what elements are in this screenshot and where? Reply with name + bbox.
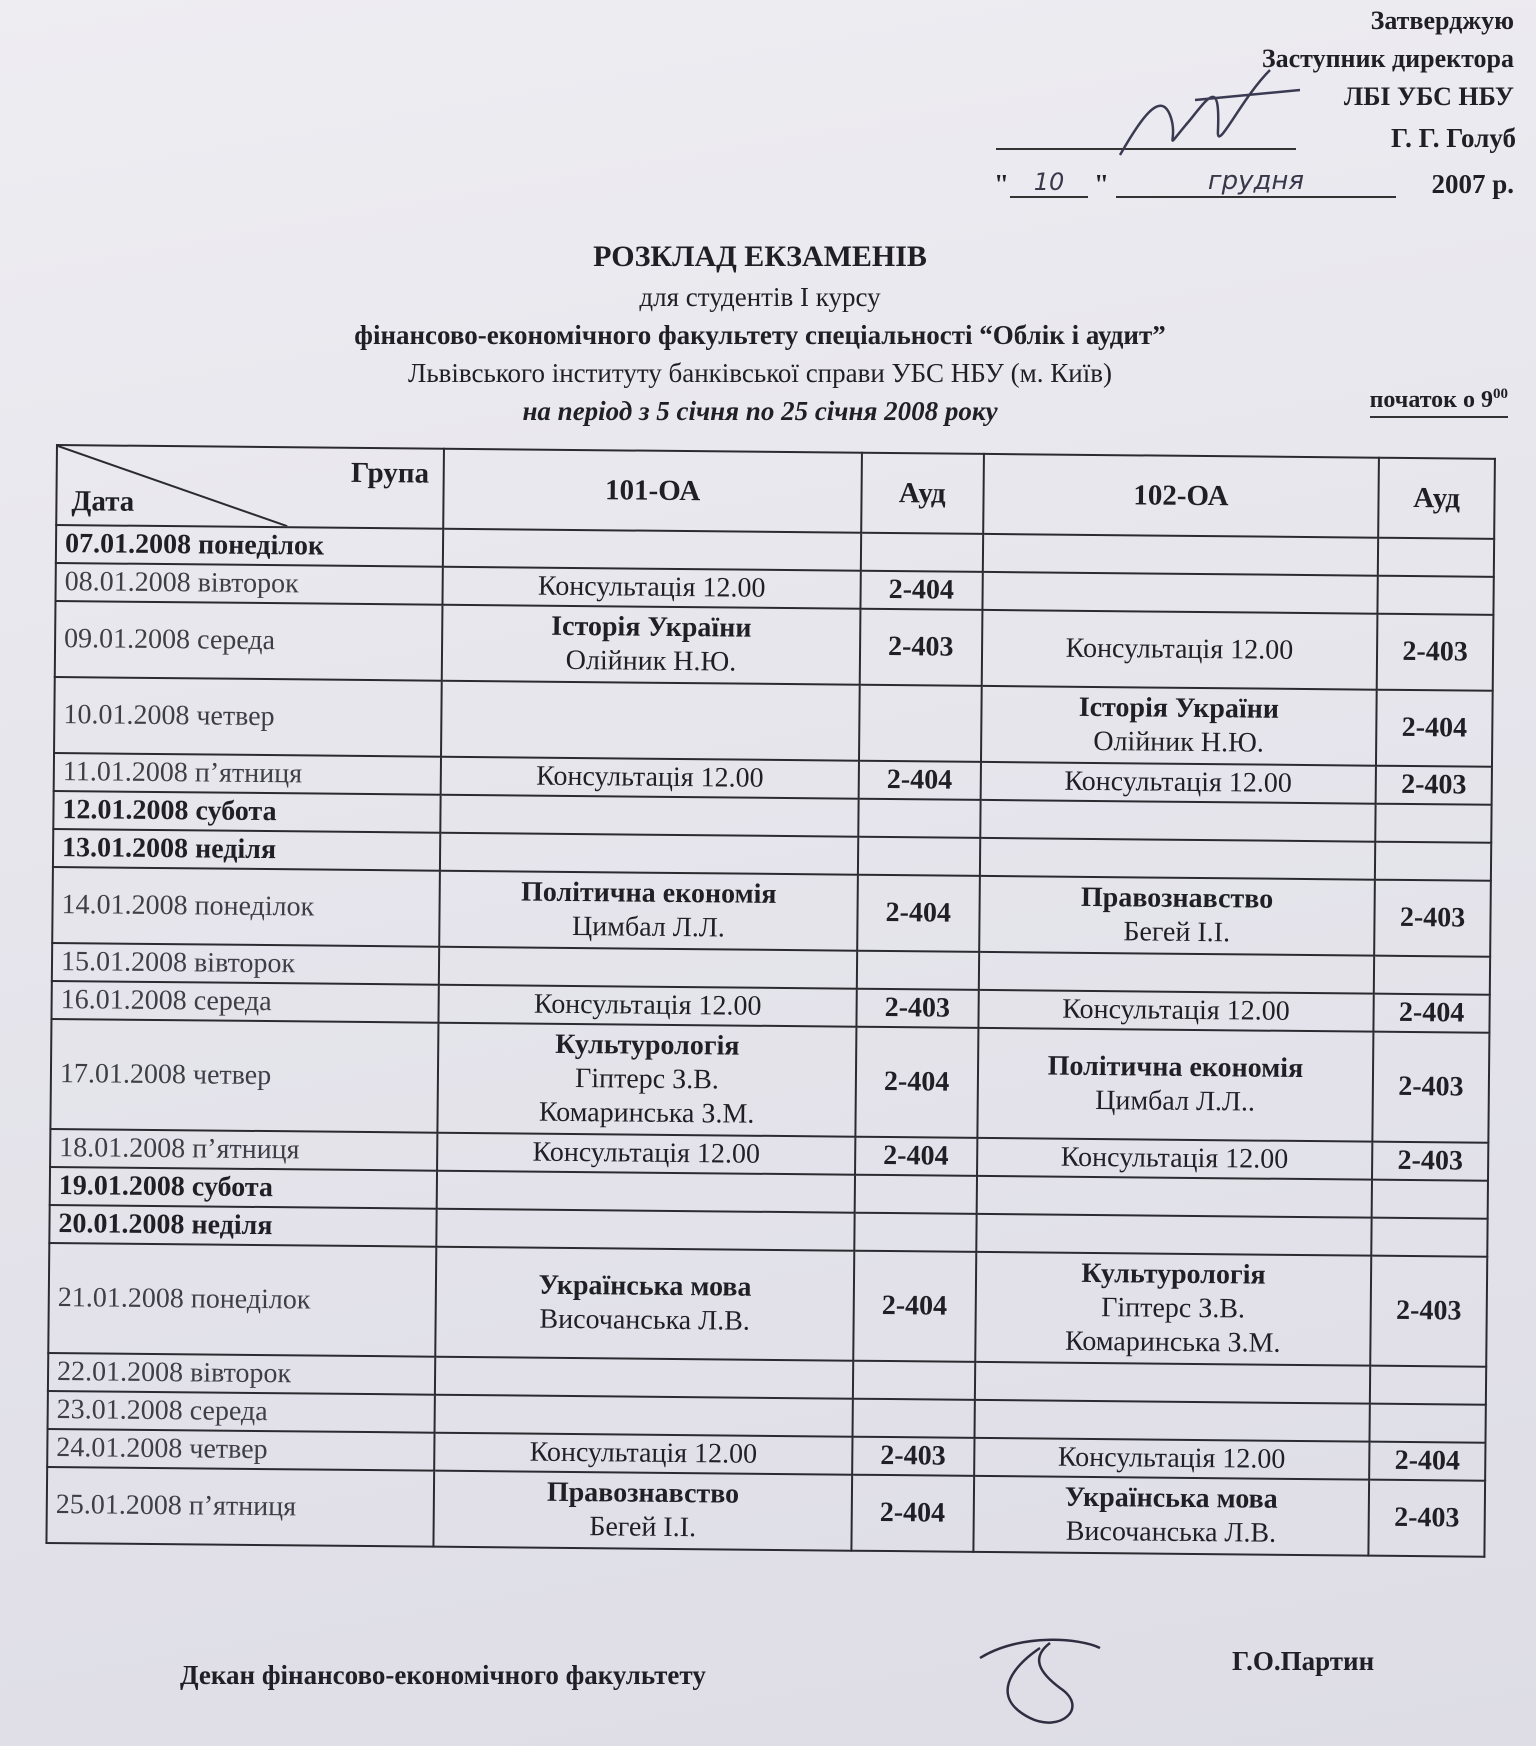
auditorium-101: 2-404 [855,1137,977,1176]
group-102-cell [974,1400,1370,1442]
group-102-cell [977,1028,1374,1142]
auditorium-101: 2-403 [856,989,978,1028]
dean-signature-icon [970,1628,1120,1738]
cell-text [989,819,1366,823]
approval-signature-icon [1100,60,1320,170]
exam-subject: Історія України [551,610,752,644]
row-date: 19.01.2008 субота [50,1167,438,1209]
auditorium-101: 2-403 [860,609,983,686]
approval-line-3: ЛБІ УБС НБУ [1343,82,1514,111]
cell-text: Цимбал Л.Л.. [1095,1085,1256,1118]
group-101-cell [441,795,859,837]
cell-text: Олійник Н.Ю. [565,644,737,678]
row-date: 08.01.2008 вівторок [55,563,443,605]
group-101-cell [439,947,857,989]
table-body [46,525,1494,1557]
cell-text: Височанська Л.В. [1065,1515,1277,1549]
cell-text: Консультація 12.00 [1062,993,1290,1027]
row-date: 17.01.2008 четвер [50,1019,438,1133]
exam-subject: Правознавство [546,1476,740,1510]
auditorium-101 [861,533,983,572]
group-101-cell [438,1023,856,1137]
heading-line-5: на період з 5 січня по 25 січня 2008 року [522,396,998,426]
auditorium-102 [1375,804,1491,843]
cell-text [984,1381,1361,1385]
group-101-cell [443,567,861,609]
cell-text: Гіптерс З.В. [1101,1292,1246,1325]
group-102-cell [978,990,1374,1032]
cell-text [444,1414,843,1418]
exam-subject: Правознавство [1080,881,1274,915]
auditorium-102: 2-404 [1374,994,1490,1033]
header-group-101: 101-ОА [444,449,862,533]
approval-line-2: Заступник директора [1261,44,1514,73]
auditorium-102 [1370,1366,1486,1405]
auditorium-101: 2-404 [851,1475,974,1552]
group-101-cell [439,985,857,1027]
cell-text [991,591,1368,595]
approval-date-row: " 10 " грудня 2007 р. [994,166,1514,199]
auditorium-102: 2-403 [1372,1032,1489,1143]
auditorium-102 [1372,1180,1488,1219]
group-102-cell [980,838,1376,880]
group-101-cell [441,757,859,799]
cell-text: Консультація 12.00 [1064,765,1293,799]
group-101-cell [442,605,860,685]
auditorium-102: 2-403 [1376,766,1492,805]
auditorium-102: 2-403 [1369,1480,1486,1557]
auditorium-102: 2-403 [1372,1142,1488,1181]
group-102-cell [979,876,1375,956]
auditorium-102 [1371,1218,1487,1257]
group-102-cell [982,534,1378,576]
group-102-cell [973,1476,1369,1556]
cell-text: Консультація 12.00 [537,570,766,604]
footer-name: Г.О.Партин [1232,1646,1375,1676]
exam-subject: Політична економія [520,876,777,910]
group-102-cell [974,1438,1370,1480]
auditorium-101 [854,1213,976,1252]
cell-text: Консультація 12.00 [529,1436,758,1470]
cell-text [983,1419,1360,1423]
group-101-cell [440,833,858,875]
auditorium-101 [853,1361,975,1400]
table-row [50,1019,1489,1143]
exam-subject: Українська мова [538,1269,752,1303]
footer-title: Декан фінансово-економічного факультету [180,1660,706,1690]
group-102-cell [974,1362,1370,1404]
cell-text [446,1228,845,1232]
row-date: 22.01.2008 вівторок [48,1353,436,1395]
exam-subject: Політична економія [1047,1050,1304,1084]
group-102-cell [976,1214,1372,1256]
cell-text [992,553,1369,557]
auditorium-101: 2-404 [860,571,982,610]
exam-subject: Культурологія [1081,1257,1266,1291]
row-date: 20.01.2008 неділя [49,1205,437,1247]
table-row [48,1243,1487,1367]
row-date: 07.01.2008 понеділок [56,525,444,567]
header-aud-1: Ауд [861,453,984,534]
auditorium-102 [1375,842,1491,881]
auditorium-102 [1370,1404,1486,1443]
table-row [55,601,1494,691]
start-time: початок о $9^{00}$ [1370,386,1508,418]
auditorium-101 [859,685,982,762]
group-102-cell [980,762,1376,804]
auditorium-101: 2-404 [857,875,980,952]
group-101-cell [434,1471,852,1551]
group-102-cell [977,1138,1373,1180]
auditorium-102: 2-404 [1369,1442,1485,1481]
heading-line-3: фінансово-економічного факультету спеціальності “Облік і аудит” [354,320,1166,350]
row-date: 12.01.2008 субота [53,791,441,833]
group-102-cell [982,572,1378,614]
group-102-cell [980,800,1376,842]
table-row [52,867,1491,957]
auditorium-102 [1378,538,1494,577]
header-corner-cell [56,445,444,529]
row-date: 23.01.2008 середа [48,1391,436,1433]
cell-extra-text: Комаринська З.М. [538,1096,755,1130]
auditorium-101 [858,799,980,838]
cell-text: Консультація 12.00 [532,1136,761,1170]
row-date: 15.01.2008 вівторок [52,943,440,985]
group-102-cell [981,686,1377,766]
cell-text: Олійник Н.Ю. [1093,725,1264,759]
group-102-cell [975,1252,1372,1366]
group-102-cell [976,1176,1372,1218]
cell-text: Височанська Л.В. [539,1303,750,1337]
cell-text: Консультація 12.00 [1060,1141,1289,1175]
cell-text [988,971,1365,975]
cell-extra-text: Комаринська З.М. [1064,1325,1281,1359]
cell-text: Бегей І.І. [1123,916,1231,949]
table-row [54,677,1493,767]
approval-line-1: Затверджую [1370,6,1514,35]
cell-text [452,548,851,552]
cell-text: Гіптерс З.В. [574,1063,720,1096]
group-102-cell [981,610,1377,690]
row-date: 10.01.2008 четвер [54,677,442,757]
auditorium-102: 2-404 [1376,690,1493,767]
group-101-cell [440,871,858,951]
auditorium-101 [858,837,980,876]
cell-text [989,857,1366,861]
auditorium-102: 2-403 [1370,1256,1487,1367]
exam-schedule-table [45,444,1495,1558]
row-date: 25.01.2008 п’ятниця [46,1467,434,1547]
cell-text [444,1376,843,1380]
cell-text: Консультація 12.00 [1065,632,1294,666]
row-date: 21.01.2008 понеділок [48,1243,436,1357]
group-101-cell [436,1247,854,1361]
group-101-cell [435,1395,853,1437]
auditorium-102 [1374,956,1490,995]
table-header-row [56,445,1495,539]
row-date: 18.01.2008 п’ятниця [50,1129,438,1171]
approval-month: грудня [1116,166,1396,198]
approval-day: 10 [1010,168,1088,198]
group-101-cell [435,1357,853,1399]
header-group-102: 102-ОА [983,454,1379,538]
group-101-cell [437,1133,855,1175]
auditorium-101: 2-404 [858,761,980,800]
cell-text: Бегей І.І. [589,1511,697,1544]
row-date: 16.01.2008 середа [51,981,439,1023]
cell-text: Консультація 12.00 [533,988,762,1022]
row-date: 11.01.2008 п’ятниця [54,753,442,795]
auditorium-101: 2-404 [855,1027,978,1138]
table-row [46,1467,1485,1557]
cell-text [448,966,847,970]
group-101-cell [437,1209,855,1251]
cell-text [451,719,850,723]
group-102-cell [978,952,1374,994]
header-group-label: Група [350,456,430,490]
exam-subject: Історія України [1078,691,1280,725]
header-aud-2: Ауд [1378,458,1495,539]
page-title: РОЗКЛАД ЕКЗАМЕНІВ [593,240,927,273]
auditorium-101 [857,951,979,990]
auditorium-101: 2-403 [852,1437,974,1476]
cell-text [446,1190,845,1194]
exam-subject: Культурологія [555,1028,740,1062]
row-date: 14.01.2008 понеділок [52,867,440,947]
row-date: 13.01.2008 неділя [53,829,441,871]
cell-text [449,852,848,856]
approval-signer: Г. Г. Голуб [1390,123,1516,153]
row-date: 09.01.2008 середа [55,601,443,681]
auditorium-102: 2-403 [1374,880,1491,957]
auditorium-102 [1378,576,1494,615]
cell-text [450,814,849,818]
header-date-label: Дата [71,485,135,518]
group-101-cell [437,1171,855,1213]
group-101-cell [441,681,859,761]
group-101-cell [443,529,861,571]
approval-year: 2007 р. [1431,169,1514,199]
row-date: 24.01.2008 четвер [47,1429,435,1471]
cell-text: Консультація 12.00 [536,760,764,794]
heading-line-2: для студентів І курсу [639,282,881,312]
cell-text [985,1233,1362,1237]
cell-text [985,1195,1362,1199]
auditorium-102: 2-403 [1377,614,1494,691]
auditorium-101: 2-404 [853,1251,976,1362]
cell-text: Цимбал Л.Л. [571,910,725,944]
group-101-cell [435,1433,853,1475]
exam-subject: Українська мова [1064,1481,1278,1515]
heading-line-4: Львівського інституту банківської справи УБС НБУ (м. Київ) [408,358,1112,388]
auditorium-101 [854,1175,976,1214]
cell-text: Консультація 12.00 [1057,1441,1286,1475]
auditorium-101 [852,1399,974,1438]
